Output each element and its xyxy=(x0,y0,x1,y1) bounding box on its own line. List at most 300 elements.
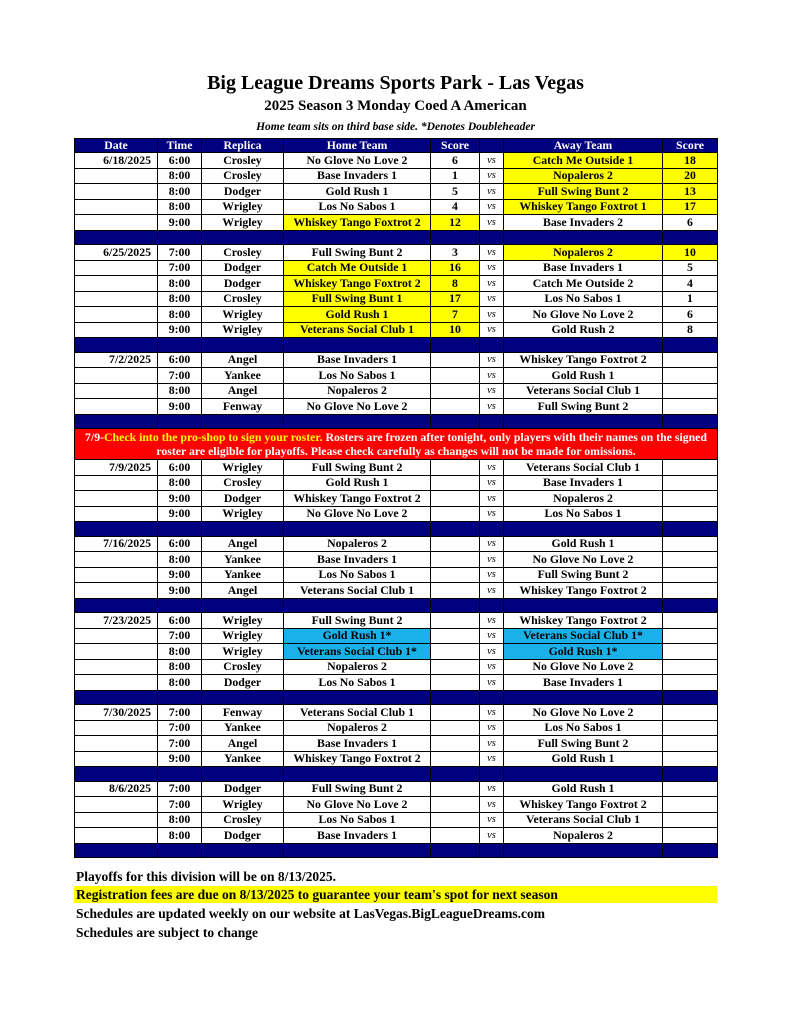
away-team: Full Swing Bunt 2 xyxy=(504,567,663,583)
game-row xyxy=(75,659,718,675)
game-time: 9:00 xyxy=(158,751,202,767)
away-team: Veterans Social Club 1* xyxy=(504,628,663,644)
game-time: 9:00 xyxy=(158,583,202,599)
home-score xyxy=(431,828,480,844)
replica-field: Crosley xyxy=(202,812,284,828)
disclaimer-note: Schedules are subject to change xyxy=(76,925,258,940)
away-team: Whiskey Tango Foxtrot 2 xyxy=(504,352,663,368)
game-row xyxy=(75,675,718,691)
week-separator xyxy=(75,598,718,613)
home-team: No Glove No Love 2 xyxy=(284,797,431,813)
separator-cell xyxy=(663,690,718,705)
replica-field: Crosley xyxy=(202,659,284,675)
vs-label: vs xyxy=(480,399,504,415)
separator-cell xyxy=(504,522,663,537)
away-score xyxy=(663,552,718,568)
game-date xyxy=(75,583,158,599)
game-time: 7:00 xyxy=(158,781,202,797)
home-score xyxy=(431,352,480,368)
week-separator xyxy=(75,843,718,858)
game-date xyxy=(75,812,158,828)
website-note: Schedules are updated weekly on our website at LasVegas.BigLeagueDreams.com xyxy=(76,906,546,921)
vs-label: vs xyxy=(480,291,504,307)
replica-field: Yankee xyxy=(202,751,284,767)
home-team: Whiskey Tango Foxtrot 2 xyxy=(284,215,431,231)
game-date xyxy=(75,567,158,583)
home-team: Base Invaders 1 xyxy=(284,736,431,752)
separator-cell xyxy=(504,690,663,705)
game-date xyxy=(75,260,158,276)
game-row xyxy=(75,828,718,844)
home-team: No Glove No Love 2 xyxy=(284,153,431,169)
away-team: Base Invaders 1 xyxy=(504,675,663,691)
game-date: 7/2/2025 xyxy=(75,352,158,368)
column-header-away-team: Away Team xyxy=(504,139,663,153)
separator-cell xyxy=(75,767,158,782)
game-date xyxy=(75,506,158,522)
replica-field: Wrigley xyxy=(202,460,284,476)
away-score xyxy=(663,383,718,399)
home-team: Whiskey Tango Foxtrot 2 xyxy=(284,491,431,507)
home-score: 16 xyxy=(431,260,480,276)
separator-cell xyxy=(431,690,480,705)
separator-cell xyxy=(431,767,480,782)
away-team: Base Invaders 1 xyxy=(504,475,663,491)
separator-cell xyxy=(480,598,504,613)
away-team: Full Swing Bunt 2 xyxy=(504,184,663,200)
home-team: Nopaleros 2 xyxy=(284,383,431,399)
home-team: Los No Sabos 1 xyxy=(284,567,431,583)
separator-cell xyxy=(158,598,202,613)
replica-field: Wrigley xyxy=(202,628,284,644)
column-header-vs xyxy=(480,139,504,153)
home-team: No Glove No Love 2 xyxy=(284,506,431,522)
separator-cell xyxy=(202,843,284,858)
home-score xyxy=(431,751,480,767)
separator-cell xyxy=(284,598,431,613)
home-team: Los No Sabos 1 xyxy=(284,675,431,691)
away-score: 20 xyxy=(663,168,718,184)
game-row xyxy=(75,322,718,338)
home-team: Base Invaders 1 xyxy=(284,352,431,368)
game-row xyxy=(75,475,718,491)
game-time: 7:00 xyxy=(158,368,202,384)
replica-field: Yankee xyxy=(202,720,284,736)
away-score xyxy=(663,736,718,752)
game-time: 8:00 xyxy=(158,659,202,675)
vs-label: vs xyxy=(480,659,504,675)
away-team: Whiskey Tango Foxtrot 2 xyxy=(504,797,663,813)
home-score xyxy=(431,583,480,599)
separator-cell xyxy=(431,338,480,353)
game-date xyxy=(75,399,158,415)
game-date xyxy=(75,675,158,691)
away-team: Base Invaders 2 xyxy=(504,215,663,231)
replica-field: Dodger xyxy=(202,675,284,691)
home-score xyxy=(431,720,480,736)
replica-field: Dodger xyxy=(202,828,284,844)
game-date: 7/9/2025 xyxy=(75,460,158,476)
home-team: Gold Rush 1 xyxy=(284,307,431,323)
separator-cell xyxy=(158,338,202,353)
separator-cell xyxy=(480,690,504,705)
replica-field: Angel xyxy=(202,352,284,368)
home-team: Full Swing Bunt 2 xyxy=(284,781,431,797)
away-score: 5 xyxy=(663,260,718,276)
away-team: Los No Sabos 1 xyxy=(504,291,663,307)
week-separator xyxy=(75,690,718,705)
separator-cell xyxy=(663,843,718,858)
away-score xyxy=(663,352,718,368)
game-time: 8:00 xyxy=(158,644,202,660)
vs-label: vs xyxy=(480,613,504,629)
home-score xyxy=(431,797,480,813)
vs-label: vs xyxy=(480,536,504,552)
away-score xyxy=(663,613,718,629)
game-date xyxy=(75,751,158,767)
replica-field: Fenway xyxy=(202,399,284,415)
home-score xyxy=(431,506,480,522)
separator-cell xyxy=(480,522,504,537)
home-score: 3 xyxy=(431,245,480,261)
home-team: Gold Rush 1* xyxy=(284,628,431,644)
game-row xyxy=(75,491,718,507)
column-header-time: Time xyxy=(158,139,202,153)
game-row xyxy=(75,215,718,231)
game-time: 9:00 xyxy=(158,215,202,231)
game-date xyxy=(75,291,158,307)
home-score xyxy=(431,368,480,384)
game-time: 7:00 xyxy=(158,797,202,813)
away-team: Whiskey Tango Foxtrot 1 xyxy=(504,199,663,215)
home-team: Full Swing Bunt 1 xyxy=(284,291,431,307)
away-score xyxy=(663,705,718,721)
separator-cell xyxy=(431,230,480,245)
game-row xyxy=(75,751,718,767)
game-time: 6:00 xyxy=(158,460,202,476)
vs-label: vs xyxy=(480,368,504,384)
replica-field: Yankee xyxy=(202,552,284,568)
away-score xyxy=(663,536,718,552)
week-separator xyxy=(75,767,718,782)
replica-field: Wrigley xyxy=(202,797,284,813)
vs-label: vs xyxy=(480,644,504,660)
away-score xyxy=(663,567,718,583)
home-team: Veterans Social Club 1* xyxy=(284,644,431,660)
notice-date: 7/9- xyxy=(85,430,105,444)
home-team: Los No Sabos 1 xyxy=(284,812,431,828)
home-score xyxy=(431,460,480,476)
away-score xyxy=(663,506,718,522)
away-team: No Glove No Love 2 xyxy=(504,307,663,323)
replica-field: Yankee xyxy=(202,567,284,583)
schedule-table xyxy=(74,138,718,858)
game-row xyxy=(75,368,718,384)
game-row xyxy=(75,399,718,415)
separator-cell xyxy=(158,230,202,245)
separator-cell xyxy=(284,690,431,705)
away-score xyxy=(663,659,718,675)
game-row xyxy=(75,781,718,797)
vs-label: vs xyxy=(480,460,504,476)
game-time: 9:00 xyxy=(158,506,202,522)
separator-cell xyxy=(284,230,431,245)
vs-label: vs xyxy=(480,567,504,583)
away-team: Catch Me Outside 1 xyxy=(504,153,663,169)
separator-cell xyxy=(431,414,480,429)
vs-label: vs xyxy=(480,260,504,276)
game-row xyxy=(75,352,718,368)
game-time: 7:00 xyxy=(158,260,202,276)
game-date xyxy=(75,644,158,660)
away-score xyxy=(663,675,718,691)
game-date xyxy=(75,491,158,507)
away-score: 6 xyxy=(663,215,718,231)
home-score xyxy=(431,383,480,399)
away-score xyxy=(663,751,718,767)
vs-label: vs xyxy=(480,199,504,215)
game-time: 6:00 xyxy=(158,153,202,169)
replica-field: Wrigley xyxy=(202,307,284,323)
away-score xyxy=(663,812,718,828)
home-team: Base Invaders 1 xyxy=(284,552,431,568)
separator-cell xyxy=(431,598,480,613)
home-score xyxy=(431,705,480,721)
away-score: 6 xyxy=(663,307,718,323)
home-score xyxy=(431,675,480,691)
registration-note: Registration fees are due on 8/13/2025 to guarantee your team's spot for next season xyxy=(74,886,717,903)
replica-field: Angel xyxy=(202,736,284,752)
replica-field: Crosley xyxy=(202,245,284,261)
column-header-away-score: Score xyxy=(663,139,718,153)
away-team: Gold Rush 2 xyxy=(504,322,663,338)
game-time: 7:00 xyxy=(158,245,202,261)
separator-cell xyxy=(202,230,284,245)
vs-label: vs xyxy=(480,705,504,721)
game-date xyxy=(75,720,158,736)
home-team: Full Swing Bunt 2 xyxy=(284,245,431,261)
separator-cell xyxy=(158,767,202,782)
roster-notice xyxy=(75,429,718,460)
away-score xyxy=(663,797,718,813)
game-date xyxy=(75,659,158,675)
home-team: Base Invaders 1 xyxy=(284,168,431,184)
game-time: 8:00 xyxy=(158,552,202,568)
away-team: Veterans Social Club 1 xyxy=(504,460,663,476)
home-score xyxy=(431,613,480,629)
home-team: Nopaleros 2 xyxy=(284,720,431,736)
page-title: Big League Dreams Sports Park - Las Vegas xyxy=(207,72,584,94)
replica-field: Wrigley xyxy=(202,506,284,522)
away-team: Gold Rush 1 xyxy=(504,536,663,552)
home-team: Nopaleros 2 xyxy=(284,536,431,552)
away-team: Nopaleros 2 xyxy=(504,168,663,184)
game-row xyxy=(75,506,718,522)
separator-cell xyxy=(504,843,663,858)
away-team: Catch Me Outside 2 xyxy=(504,276,663,292)
game-date xyxy=(75,215,158,231)
home-score xyxy=(431,781,480,797)
separator-cell xyxy=(504,767,663,782)
separator-cell xyxy=(480,338,504,353)
vs-label: vs xyxy=(480,720,504,736)
away-score xyxy=(663,644,718,660)
notice-highlight: Check into the pro-shop to sign your roster. xyxy=(104,430,323,444)
game-date xyxy=(75,199,158,215)
away-team: Base Invaders 1 xyxy=(504,260,663,276)
separator-cell xyxy=(202,598,284,613)
home-team: Whiskey Tango Foxtrot 2 xyxy=(284,276,431,292)
game-time: 6:00 xyxy=(158,613,202,629)
separator-cell xyxy=(202,522,284,537)
game-row xyxy=(75,812,718,828)
game-row xyxy=(75,199,718,215)
game-date: 6/25/2025 xyxy=(75,245,158,261)
replica-field: Dodger xyxy=(202,276,284,292)
vs-label: vs xyxy=(480,736,504,752)
away-team: Nopaleros 2 xyxy=(504,491,663,507)
game-row xyxy=(75,613,718,629)
away-team: Los No Sabos 1 xyxy=(504,506,663,522)
separator-cell xyxy=(663,230,718,245)
header-row xyxy=(75,139,718,153)
separator-cell xyxy=(284,338,431,353)
home-score xyxy=(431,736,480,752)
away-score: 17 xyxy=(663,199,718,215)
away-team: Veterans Social Club 1 xyxy=(504,812,663,828)
home-score xyxy=(431,491,480,507)
home-score xyxy=(431,536,480,552)
home-score xyxy=(431,552,480,568)
game-time: 7:00 xyxy=(158,736,202,752)
away-score xyxy=(663,475,718,491)
separator-cell xyxy=(202,414,284,429)
separator-cell xyxy=(75,414,158,429)
separator-cell xyxy=(431,522,480,537)
game-time: 6:00 xyxy=(158,536,202,552)
separator-cell xyxy=(663,414,718,429)
vs-label: vs xyxy=(480,812,504,828)
home-team: Veterans Social Club 1 xyxy=(284,322,431,338)
game-time: 8:00 xyxy=(158,475,202,491)
home-team: Veterans Social Club 1 xyxy=(284,705,431,721)
vs-label: vs xyxy=(480,583,504,599)
home-team: Gold Rush 1 xyxy=(284,184,431,200)
separator-cell xyxy=(158,690,202,705)
separator-cell xyxy=(480,414,504,429)
home-score: 4 xyxy=(431,199,480,215)
away-team: No Glove No Love 2 xyxy=(504,659,663,675)
replica-field: Wrigley xyxy=(202,613,284,629)
home-score: 10 xyxy=(431,322,480,338)
away-team: Veterans Social Club 1 xyxy=(504,383,663,399)
separator-cell xyxy=(663,767,718,782)
game-row xyxy=(75,552,718,568)
home-score xyxy=(431,659,480,675)
week-separator xyxy=(75,230,718,245)
away-score xyxy=(663,828,718,844)
vs-label: vs xyxy=(480,215,504,231)
game-date xyxy=(75,276,158,292)
game-date xyxy=(75,475,158,491)
home-team: Catch Me Outside 1 xyxy=(284,260,431,276)
vs-label: vs xyxy=(480,475,504,491)
game-row xyxy=(75,705,718,721)
game-date: 7/23/2025 xyxy=(75,613,158,629)
home-score: 12 xyxy=(431,215,480,231)
game-date xyxy=(75,797,158,813)
game-row xyxy=(75,567,718,583)
column-header-home-score: Score xyxy=(431,139,480,153)
game-time: 8:00 xyxy=(158,199,202,215)
home-team: Base Invaders 1 xyxy=(284,828,431,844)
game-date xyxy=(75,168,158,184)
vs-label: vs xyxy=(480,797,504,813)
home-team: Gold Rush 1 xyxy=(284,475,431,491)
away-team: No Glove No Love 2 xyxy=(504,552,663,568)
separator-cell xyxy=(158,843,202,858)
replica-field: Crosley xyxy=(202,153,284,169)
game-time: 8:00 xyxy=(158,291,202,307)
column-header-home-team: Home Team xyxy=(284,139,431,153)
game-row xyxy=(75,184,718,200)
replica-field: Wrigley xyxy=(202,215,284,231)
replica-field: Angel xyxy=(202,583,284,599)
game-time: 7:00 xyxy=(158,720,202,736)
game-row xyxy=(75,536,718,552)
vs-label: vs xyxy=(480,184,504,200)
home-team: Veterans Social Club 1 xyxy=(284,583,431,599)
vs-label: vs xyxy=(480,751,504,767)
game-time: 9:00 xyxy=(158,567,202,583)
away-score xyxy=(663,628,718,644)
away-team: Gold Rush 1* xyxy=(504,644,663,660)
home-score: 1 xyxy=(431,168,480,184)
home-score xyxy=(431,475,480,491)
separator-cell xyxy=(504,338,663,353)
home-score xyxy=(431,399,480,415)
game-row xyxy=(75,644,718,660)
away-team: Gold Rush 1 xyxy=(504,751,663,767)
game-date xyxy=(75,383,158,399)
game-date: 6/18/2025 xyxy=(75,153,158,169)
vs-label: vs xyxy=(480,276,504,292)
vs-label: vs xyxy=(480,506,504,522)
separator-cell xyxy=(75,598,158,613)
vs-label: vs xyxy=(480,491,504,507)
away-team: Nopaleros 2 xyxy=(504,828,663,844)
away-score: 13 xyxy=(663,184,718,200)
game-time: 8:00 xyxy=(158,675,202,691)
separator-cell xyxy=(202,338,284,353)
separator-cell xyxy=(158,414,202,429)
away-team: Gold Rush 1 xyxy=(504,368,663,384)
game-date xyxy=(75,736,158,752)
replica-field: Crosley xyxy=(202,475,284,491)
separator-cell xyxy=(75,690,158,705)
away-team: Gold Rush 1 xyxy=(504,781,663,797)
week-separator xyxy=(75,414,718,429)
game-time: 8:00 xyxy=(158,168,202,184)
game-time: 6:00 xyxy=(158,352,202,368)
game-row xyxy=(75,245,718,261)
schedule-note: Home team sits on third base side. *Denotes Doubleheader xyxy=(256,121,535,133)
separator-cell xyxy=(431,843,480,858)
separator-cell xyxy=(480,843,504,858)
game-date xyxy=(75,828,158,844)
home-team: Los No Sabos 1 xyxy=(284,368,431,384)
away-score: 4 xyxy=(663,276,718,292)
